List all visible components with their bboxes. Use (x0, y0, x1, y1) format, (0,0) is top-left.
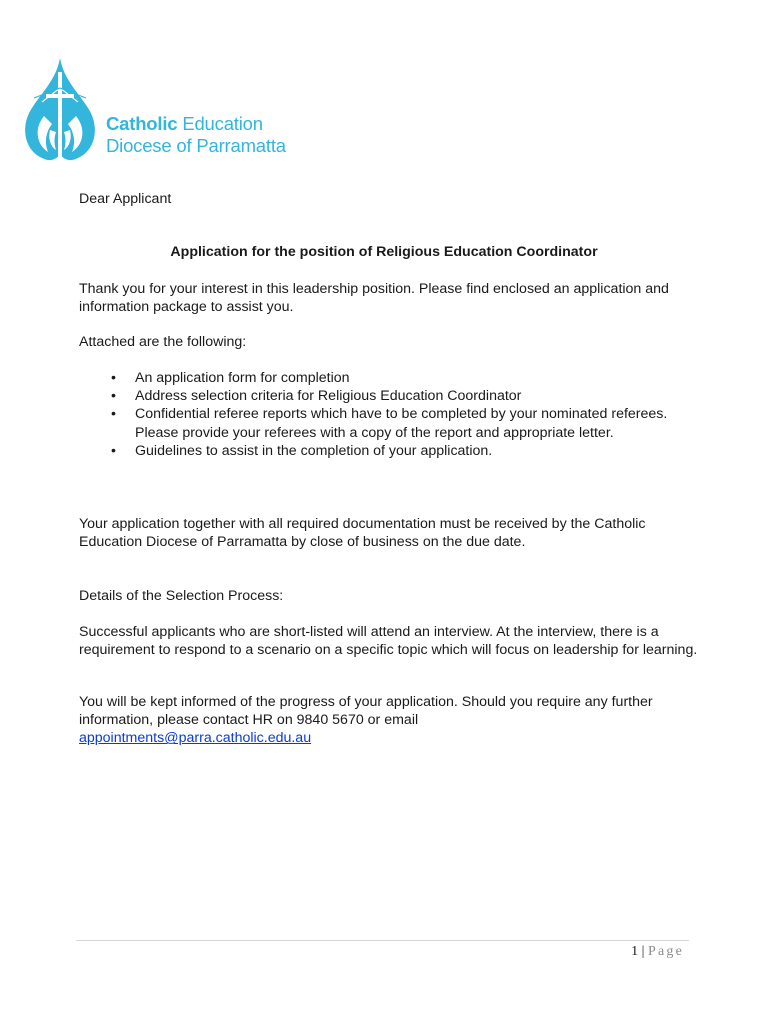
page-separator: | (641, 944, 645, 959)
list-item (79, 387, 679, 405)
page-footer (560, 943, 684, 961)
intro-paragraph: Thank you for your interest in this leadership position. Please find enclosed an application and information package to assist you. (79, 281, 669, 316)
email-link[interactable]: appointments@parra.catholic.edu.au (79, 730, 312, 747)
logo-word-education: Education (177, 113, 263, 134)
page-number: 1 (631, 944, 639, 959)
list-item-text: Guidelines to assist in the completion of your application. (135, 442, 493, 459)
list-item-text: Confidential referee reports which have to be completed by your nominated referees. Please provide your referees with a copy of the report and appropriate letter. (135, 406, 668, 441)
footer-divider (76, 940, 689, 941)
list-item (79, 442, 679, 460)
logo-wordmark (106, 113, 286, 157)
attached-intro: Attached are the following: (79, 334, 247, 350)
salutation: Dear Applicant (79, 191, 172, 207)
logo-cross-flame-icon (20, 58, 102, 162)
logo-line-1 (106, 113, 286, 135)
contact-paragraph (79, 693, 699, 748)
selection-process-heading: Details of the Selection Process: (79, 588, 284, 604)
list-item (79, 369, 679, 387)
due-date-paragraph: Your application together with all required documentation must be received by the Catholic Education Diocese of Parramatta by close of business on the due date. (79, 516, 646, 551)
selection-process-paragraph: Successful applicants who are short-listed will attend an interview. At the interview, there is a requirement to respond to a scenario on a specific topic which will focus on leadership for learning. (79, 624, 698, 659)
bullet-icon: • (111, 370, 116, 386)
page-label: Page (647, 944, 684, 959)
logo-line-2: Diocese of Parramatta (106, 135, 286, 156)
list-item-text: Address selection criteria for Religious Education Coordinator (135, 388, 522, 405)
list-item-text: An application form for completion (135, 370, 350, 386)
letter-heading: Application for the position of Religious Education Coordinator (170, 244, 598, 260)
contact-text: You will be kept informed of the progress of your application. Should you require any further information, please contact HR on 9840 5670 or email (79, 694, 653, 729)
bullet-icon: • (111, 388, 116, 405)
bullet-icon: • (111, 406, 116, 423)
bullet-icon: • (111, 442, 116, 459)
attachments-list (79, 369, 679, 460)
list-item (79, 405, 679, 441)
organization-logo (20, 58, 300, 168)
logo-word-catholic: Catholic (106, 113, 178, 134)
